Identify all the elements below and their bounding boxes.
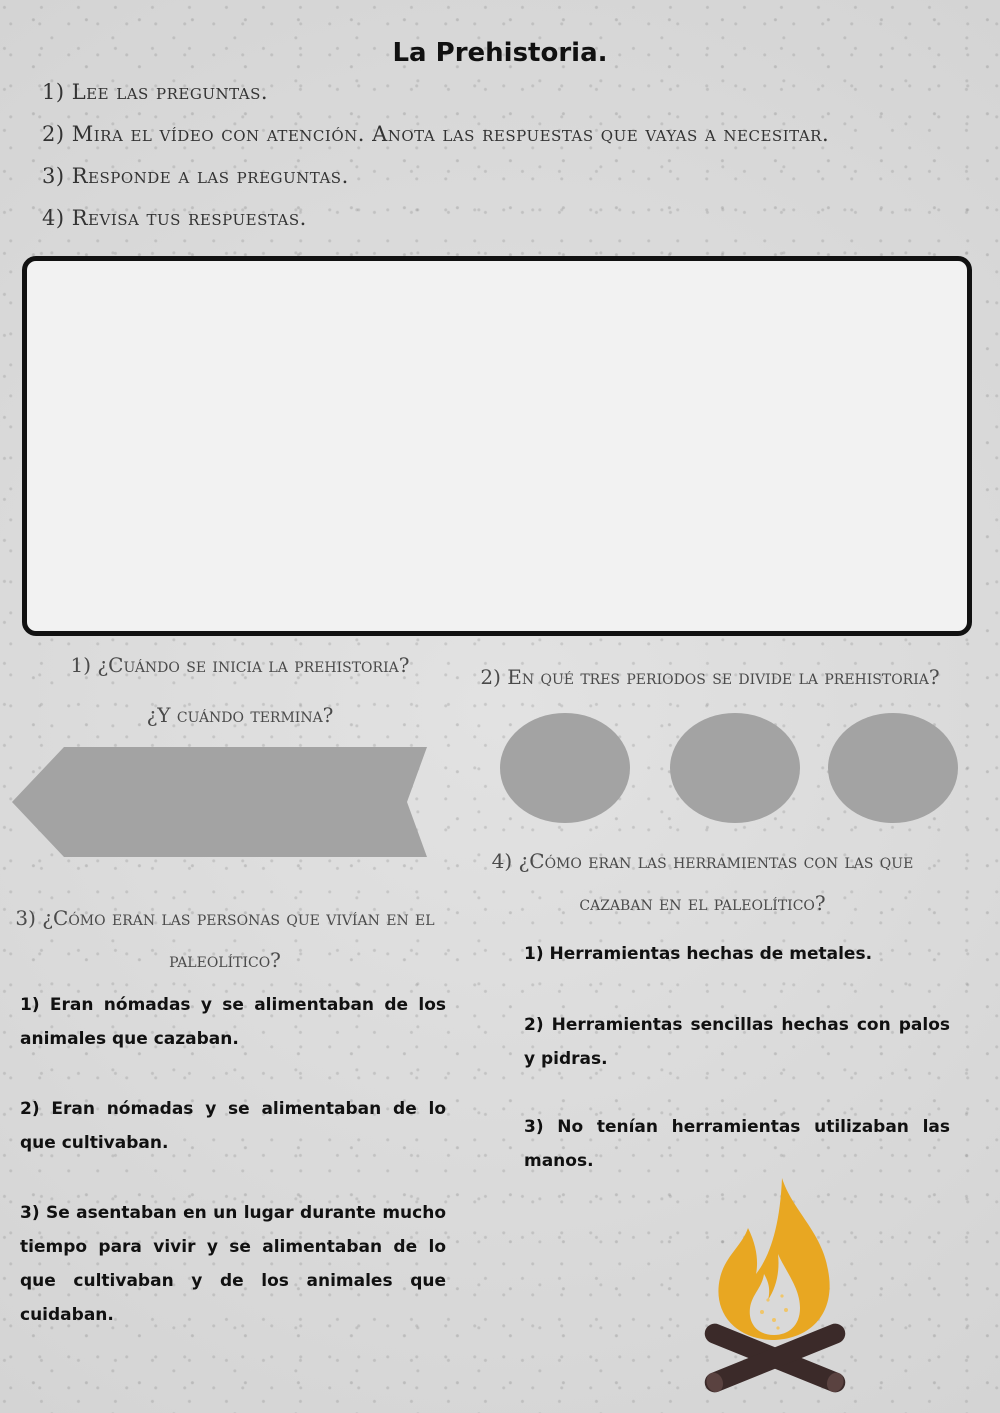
video-player[interactable]	[22, 256, 972, 636]
q3-option-2[interactable]: 2) Eran nómadas y se alimentaban de lo que cultivaban.	[20, 1099, 446, 1153]
period-circle-1[interactable]	[500, 713, 630, 823]
q4-option-1[interactable]: 1) Herramientas hechas de metales.	[524, 944, 873, 964]
period-circle-2[interactable]	[670, 713, 800, 823]
campfire-icon	[690, 1170, 860, 1395]
q3-option-1[interactable]: 1) Eran nómadas y se alimentaban de los animales que cazaban.	[20, 995, 446, 1049]
period-circle-3[interactable]	[828, 713, 958, 823]
page-title: La Prehistoria.	[392, 38, 608, 68]
q4-option-3[interactable]: 3) No tenían herramientas utilizaban las manos.	[524, 1117, 950, 1171]
question-1-line-2: ¿Y cuándo termina?	[146, 703, 334, 727]
answer-ribbon-q1[interactable]	[12, 747, 427, 857]
instruction-2: 2) Mira el vídeo con atención. Anota las respuestas que vayas a necesitar.	[42, 122, 830, 146]
question-4: 4) ¿Cómo eran las herramientas con las que cazaban en el paleolítico?	[491, 849, 914, 915]
q4-option-2[interactable]: 2) Herramientas sencillas hechas con palos y pidras.	[524, 1015, 950, 1069]
question-1-line-1: 1) ¿Cuándo se inicia la prehistoria?	[70, 653, 410, 677]
instruction-3: 3) Responde a las preguntas.	[42, 164, 349, 188]
question-3: 3) ¿Cómo eran las personas que vivían en el paleolítico?	[15, 906, 435, 972]
instruction-1: 1) Lee las preguntas.	[42, 80, 269, 104]
instruction-4: 4) Revisa tus respuestas.	[42, 206, 307, 230]
question-2: 2) En qué tres periodos se divide la prehistoria?	[480, 665, 940, 689]
q3-option-3[interactable]: 3) Se asentaban en un lugar durante mucho tiempo para vivir y se alimentaban de lo que cultivaban y de los animales que cuidaban.	[20, 1203, 446, 1325]
